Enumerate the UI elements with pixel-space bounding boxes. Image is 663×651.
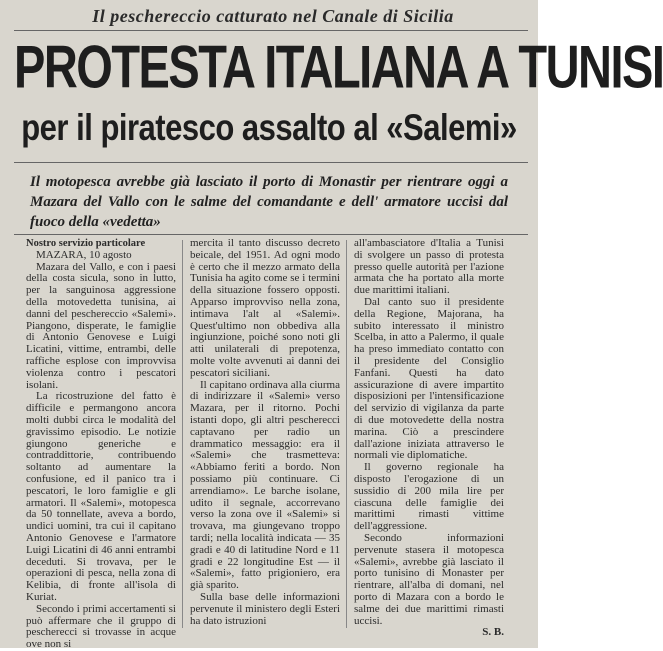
article-column-2 xyxy=(190,238,340,627)
paragraph: Nostro servizio particolare xyxy=(26,238,146,249)
paragraph: Mazara del Vallo, e con i paesi della costa sicula, sono in lutto, per la sanguinosa aggressione della motovedetta tunisina, ai danni del peschereccio «Salemi». Piangono, disperate, le famiglie di Antonio Genovese e Luigi Licatini, vittime, entrambi, delle raffiche esplose con improvvisa violenza contro i pescatori isolani. xyxy=(26,260,176,391)
paragraph: all'ambasciatore d'Italia a Tunisi di svolgere un passo di protesta presso quelle autorità per l'azione armata che ha portato alla morte due marittimi italiani. xyxy=(354,237,504,297)
paragraph: MAZARA, 10 agosto xyxy=(36,248,132,261)
paragraph: Secondo informazioni pervenute stasera il motopesca «Salemi», avrebbe già lasciato il porto tunisino di Monaster per rientrare, all'alba di domani, nel porto di Mazara con a bordo le salme dei due marittimi rimasti uccisi. xyxy=(354,531,504,627)
paragraph: Il governo regionale ha disposto l'erogazione di un sussidio di 200 mila lire per ciascuna delle famiglie dei marittimi rimasti vittime dell'aggressione. xyxy=(354,461,504,533)
column-divider xyxy=(346,240,347,628)
paragraph: mercita il tanto discusso decreto beicale, del 1951. Ad ogni modo è certo che il mezzo armato della Tunisia ha agito come se i termini della situazione fossero opposti. Apparso improvviso nella zona, intimava l'alt al «Salemi». Quest'ultimo non obbediva alla ingiunzione, poiché sono noti gli atti unilaterali di prepotenza, molte volte avvenuti ai danni dei pescatori siciliani. xyxy=(190,237,340,379)
deck-summary: Il motopesca avrebbe già lasciato il porto di Monastir per rientrare oggi a Mazara del Vallo con le salme del comandante e dell' armatore uccisi dal fuoco della «vedetta» xyxy=(30,174,508,230)
paragraph: La ricostruzione del fatto è difficile e permangono ancora molti dubbi circa le modalità del gravissimo episodio. Le notizie giungono generiche e contraddittorie, contribuendo soltanto ad aumentare la confusione, ed il panico tra i pescatori, le loro famiglie e gli armatori. Il «Salemi», motopesca da 50 tonnellate, aveva a bordo, undici uomini, tra cui il capitano Antonio Genovese e l'armatore Luigi Licatini di 46 anni entrambi deceduti. Si trovava, per le operazioni di pesca, nella zona di Kelibia, di fronte all'isola di Kuriat. xyxy=(26,390,176,603)
body-rule xyxy=(14,234,528,235)
paragraph: Secondo i primi accertamenti si può affermare che il gruppo di pescherecci si trovasse in acque ove non si xyxy=(26,602,176,651)
mid-rule xyxy=(14,162,528,163)
kicker-headline: Il peschereccio catturato nel Canale di Sicilia xyxy=(92,6,454,26)
article-column-1 xyxy=(26,238,176,651)
column-divider xyxy=(182,240,183,628)
paragraph: Sulla base delle informazioni pervenute il ministero degli Esteri ha dato istruzioni xyxy=(190,590,340,627)
article-column-3 xyxy=(354,238,504,639)
main-headline: PROTESTA ITALIANA A TUNISI xyxy=(14,32,663,101)
sub-headline: per il piratesco assalto al «Salemi» xyxy=(21,106,517,149)
paragraph: Dal canto suo il presidente della Regione, Majorana, ha subito interessato il ministro Scelba, in atto a Palermo, il quale ha preso immediato contatto con il presidente del Consiglio Fanfani. Questi ha dato assicurazione di avere impartito disposizioni per l'intensificazione del servizio di vigilanza da parte di due motovedette della nostra marina. Ciò a prescindere dall'azione iniziata attraverso le normali vie diplomatiche. xyxy=(354,295,504,462)
paragraph: Il capitano ordinava alla ciurma di indirizzare il «Salemi» verso Mazara, per il ritorno. Pochi istanti dopo, gli altri pescherecci captavano per radio un drammatico messaggio: era il «Salemi» che trasmetteva: «Abbiamo feriti a bordo. Non possiamo più continuare. Ci arrendiamo». Le barche isolane, udito il segnale, accorrevano verso la zona ove il «Salemi» si trovava, ma giungevano troppo tardi; nella località indicata — 35 gradi e 40 di latitudine Nord e 11 gradi e 22 longitudine Est — il «Salemi», fatto prigioniero, era già sparito. xyxy=(190,378,340,592)
author-signature: S. B. xyxy=(482,626,504,639)
